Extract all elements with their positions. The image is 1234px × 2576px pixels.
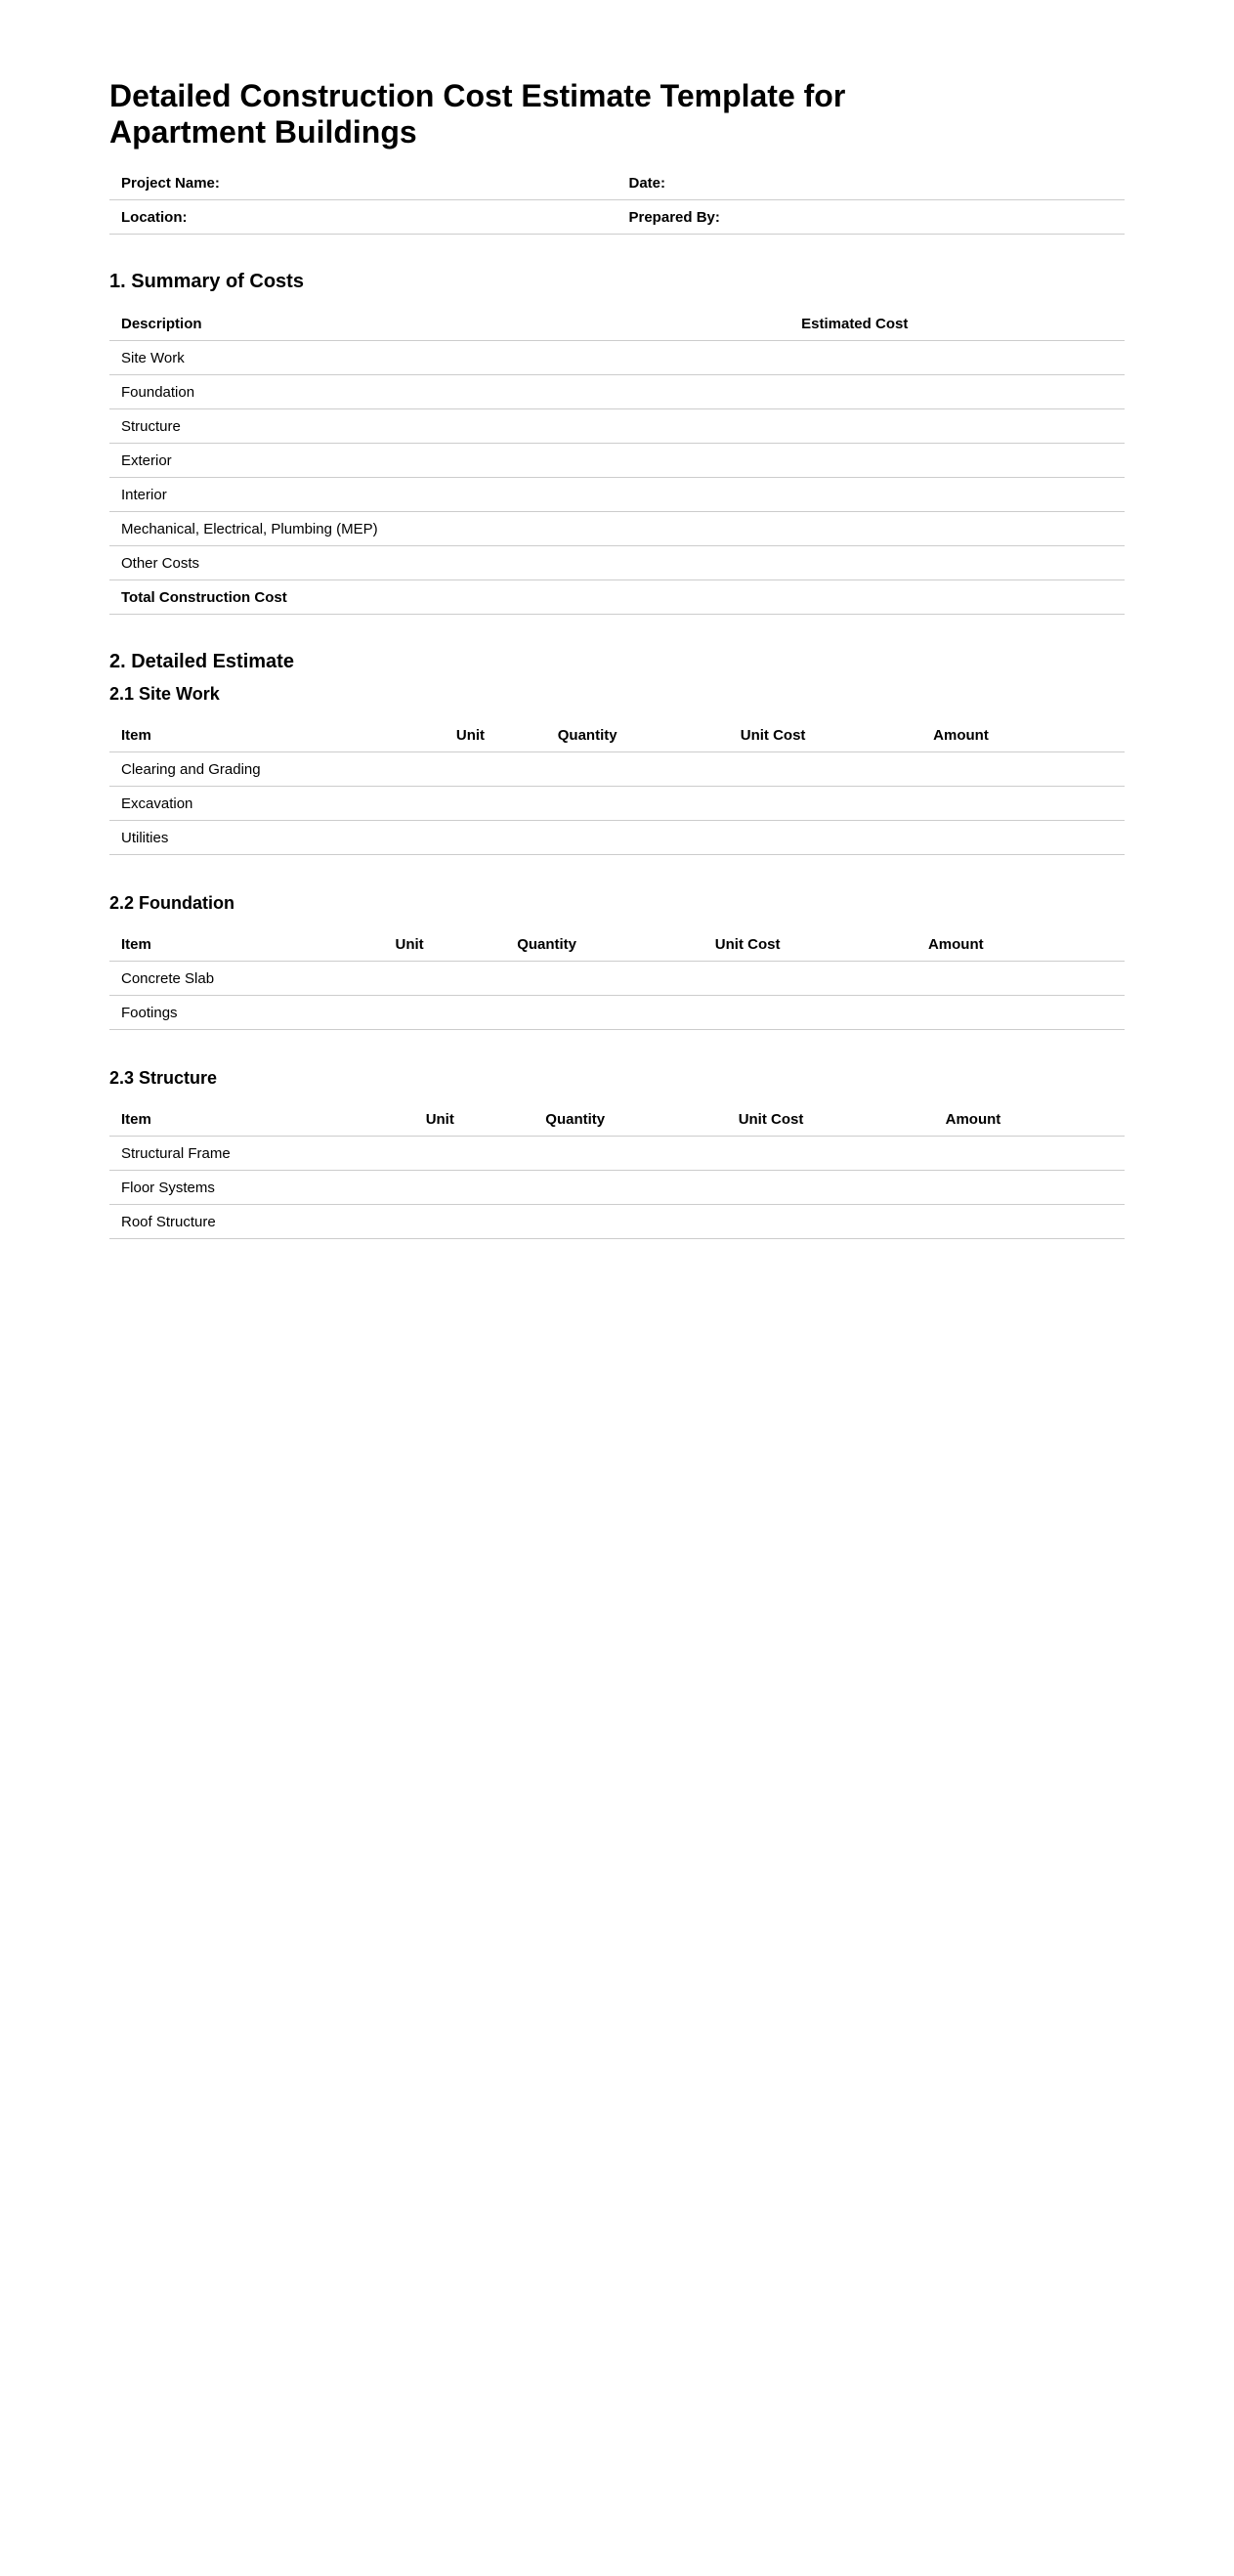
column-header-unit-cost: Unit Cost <box>727 1102 934 1137</box>
foundation-table <box>109 927 1125 1030</box>
table-header-row <box>109 307 1125 341</box>
unit-cost-cell <box>727 1137 934 1171</box>
unit-cost-cell <box>703 962 916 996</box>
total-value <box>789 580 1125 615</box>
column-header-description: Description <box>109 307 789 341</box>
amount-cell <box>921 787 1125 821</box>
detailed-estimate-section <box>109 650 1125 1239</box>
item-cell: Concrete Slab <box>109 962 384 996</box>
summary-heading: 1. Summary of Costs <box>109 271 304 292</box>
table-row <box>109 444 1125 478</box>
column-header-amount: Amount <box>916 927 1125 962</box>
table-row <box>109 1171 1125 1205</box>
table-row <box>109 375 1125 409</box>
unit-cost-cell <box>727 1205 934 1239</box>
summary-section <box>109 270 1125 615</box>
location-label: Location: <box>109 200 617 235</box>
amount-cell <box>934 1171 1125 1205</box>
site-work-table <box>109 718 1125 855</box>
total-label: Total Construction Cost <box>109 580 789 615</box>
project-name-label: Project Name: <box>109 166 617 200</box>
column-header-item: Item <box>109 1102 414 1137</box>
table-header-row <box>109 1102 1125 1137</box>
table-row <box>109 546 1125 580</box>
detailed-estimate-heading: 2. Detailed Estimate <box>109 651 294 672</box>
column-header-unit: Unit <box>445 718 546 752</box>
table-row <box>109 996 1125 1030</box>
item-cell: Excavation <box>109 787 445 821</box>
table-row <box>109 787 1125 821</box>
table-row <box>109 1205 1125 1239</box>
table-row <box>109 409 1125 444</box>
summary-description: Other Costs <box>109 546 789 580</box>
total-row <box>109 580 1125 615</box>
column-header-unit-cost: Unit Cost <box>729 718 921 752</box>
summary-table <box>109 307 1125 615</box>
table-header-row <box>109 718 1125 752</box>
table-row <box>109 752 1125 787</box>
column-header-amount: Amount <box>934 1102 1125 1137</box>
column-header-quantity: Quantity <box>546 718 729 752</box>
unit-cost-cell <box>729 752 921 787</box>
table-row <box>109 341 1125 375</box>
summary-description: Mechanical, Electrical, Plumbing (MEP) <box>109 512 789 546</box>
structure-table <box>109 1102 1125 1239</box>
quantity-cell <box>533 1137 726 1171</box>
page-title: Detailed Construction Cost Estimate Template for Apartment Buildings <box>109 78 846 150</box>
column-header-item: Item <box>109 718 445 752</box>
summary-cost <box>789 546 1125 580</box>
unit-cell <box>414 1137 534 1171</box>
quantity-cell <box>533 1171 726 1205</box>
unit-cell <box>445 821 546 855</box>
document-page <box>0 0 1234 1278</box>
date-label: Date: <box>617 166 1126 200</box>
quantity-cell <box>505 996 703 1030</box>
subsection-heading: 2.2 Foundation <box>109 893 234 913</box>
prepared-by-label: Prepared By: <box>617 200 1126 235</box>
unit-cost-cell <box>703 996 916 1030</box>
table-row <box>109 166 1125 200</box>
amount-cell <box>921 821 1125 855</box>
column-header-quantity: Quantity <box>505 927 703 962</box>
unit-cell <box>414 1171 534 1205</box>
subsection-heading: 2.3 Structure <box>109 1068 218 1088</box>
item-cell: Utilities <box>109 821 445 855</box>
summary-description: Site Work <box>109 341 789 375</box>
item-cell: Floor Systems <box>109 1171 414 1205</box>
quantity-cell <box>546 752 729 787</box>
table-row <box>109 962 1125 996</box>
unit-cell <box>384 962 506 996</box>
table-row <box>109 200 1125 235</box>
quantity-cell <box>505 962 703 996</box>
column-header-estimated-cost: Estimated Cost <box>789 307 1125 341</box>
item-cell: Roof Structure <box>109 1205 414 1239</box>
quantity-cell <box>546 821 729 855</box>
summary-cost <box>789 444 1125 478</box>
unit-cost-cell <box>729 787 921 821</box>
table-row <box>109 1137 1125 1171</box>
foundation-subsection <box>109 892 1125 1030</box>
quantity-cell <box>533 1205 726 1239</box>
table-row <box>109 512 1125 546</box>
summary-cost <box>789 375 1125 409</box>
unit-cost-cell <box>727 1171 934 1205</box>
subsection-heading: 2.1 Site Work <box>109 684 220 704</box>
summary-description: Exterior <box>109 444 789 478</box>
column-header-unit: Unit <box>384 927 506 962</box>
summary-cost <box>789 512 1125 546</box>
unit-cell <box>414 1205 534 1239</box>
summary-cost <box>789 409 1125 444</box>
unit-cell <box>384 996 506 1030</box>
structure-subsection <box>109 1067 1125 1239</box>
summary-cost <box>789 478 1125 512</box>
summary-description: Interior <box>109 478 789 512</box>
amount-cell <box>934 1137 1125 1171</box>
project-info-table <box>109 166 1125 235</box>
item-cell: Structural Frame <box>109 1137 414 1171</box>
amount-cell <box>934 1205 1125 1239</box>
column-header-unit-cost: Unit Cost <box>703 927 916 962</box>
item-cell: Clearing and Grading <box>109 752 445 787</box>
unit-cell <box>445 752 546 787</box>
column-header-unit: Unit <box>414 1102 534 1137</box>
column-header-amount: Amount <box>921 718 1125 752</box>
quantity-cell <box>546 787 729 821</box>
summary-description: Structure <box>109 409 789 444</box>
table-header-row <box>109 927 1125 962</box>
amount-cell <box>921 752 1125 787</box>
amount-cell <box>916 962 1125 996</box>
site-work-subsection <box>109 683 1125 855</box>
unit-cell <box>445 787 546 821</box>
summary-description: Foundation <box>109 375 789 409</box>
item-cell: Footings <box>109 996 384 1030</box>
column-header-item: Item <box>109 927 384 962</box>
table-row <box>109 821 1125 855</box>
summary-cost <box>789 341 1125 375</box>
unit-cost-cell <box>729 821 921 855</box>
column-header-quantity: Quantity <box>533 1102 726 1137</box>
table-row <box>109 478 1125 512</box>
amount-cell <box>916 996 1125 1030</box>
